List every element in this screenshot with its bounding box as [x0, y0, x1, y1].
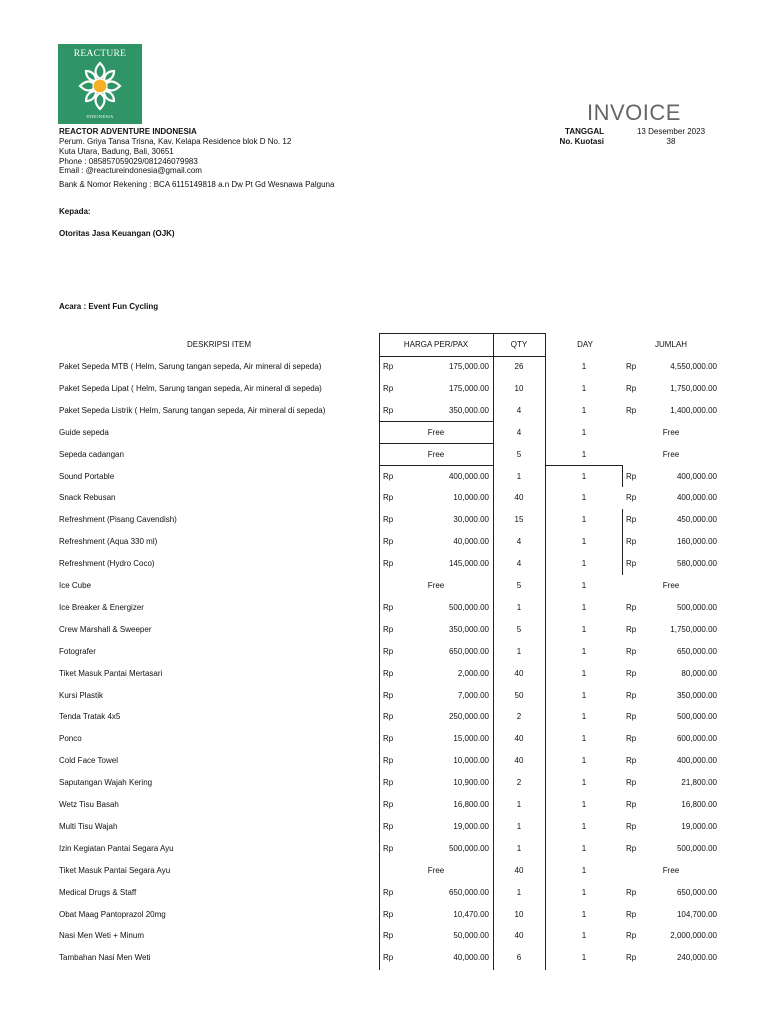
row-total: 500,000.00	[676, 712, 717, 721]
row-price: Free	[427, 581, 445, 590]
row-total-currency: Rp	[626, 931, 637, 940]
quote-label: No. Kuotasi	[559, 137, 604, 146]
row-total: 400,000.00	[676, 756, 717, 765]
company-bank: Bank & Nomor Rekening : BCA 6115149818 a.n Dw Pt Gd Wesnawa Palguna	[59, 180, 335, 189]
price-row-border	[379, 421, 493, 422]
row-description: Nasi Men Weti + Minum	[59, 931, 144, 940]
row-description: Ice Cube	[59, 581, 92, 590]
row-day: 1	[581, 515, 587, 524]
row-price-currency: Rp	[383, 844, 394, 853]
row-day: 1	[581, 778, 587, 787]
row-day: 1	[581, 800, 587, 809]
row-day: 1	[581, 669, 587, 678]
row-description: Sepeda cadangan	[59, 450, 124, 459]
row-total: Free	[662, 866, 680, 875]
row-price-currency: Rp	[383, 953, 394, 962]
row-total: 650,000.00	[676, 888, 717, 897]
row-total: 450,000.00	[676, 515, 717, 524]
row-price-currency: Rp	[383, 669, 394, 678]
row-description: Refreshment (Hydro Coco)	[59, 559, 155, 568]
row-price-currency: Rp	[383, 515, 394, 524]
row-qty: 1	[516, 800, 522, 809]
row-day: 1	[581, 953, 587, 962]
row-price: 350,000.00	[448, 406, 489, 415]
row-price: 500,000.00	[448, 844, 489, 853]
row-qty: 40	[514, 493, 524, 502]
row-price-currency: Rp	[383, 712, 394, 721]
row-description: Paket Sepeda Listrik ( Helm, Sarung tangan sepeda, Air mineral di sepeda)	[59, 406, 326, 415]
row-total-currency: Rp	[626, 800, 637, 809]
row-description: Izin Kegiatan Pantai Segara Ayu	[59, 844, 174, 853]
header-qty: QTY	[510, 340, 528, 349]
row-price-currency: Rp	[383, 537, 394, 546]
row-description: Paket Sepeda MTB ( Helm, Sarung tangan sepeda, Air mineral di sepeda)	[59, 362, 322, 371]
row-day: 1	[581, 734, 587, 743]
row-description: Ice Breaker & Energizer	[59, 603, 144, 612]
row-day: 1	[581, 844, 587, 853]
row-total: 80,000.00	[681, 669, 717, 678]
row-price-currency: Rp	[383, 625, 394, 634]
row-total: 400,000.00	[676, 493, 717, 502]
row-total-currency: Rp	[626, 559, 637, 568]
row-description: Refreshment (Pisang Cavendish)	[59, 515, 177, 524]
row-total: 2,000,000.00	[670, 931, 717, 940]
row-price-currency: Rp	[383, 800, 394, 809]
row-description: Tambahan Nasi Men Weti	[59, 953, 151, 962]
row-price-currency: Rp	[383, 910, 394, 919]
row-qty: 40	[514, 931, 524, 940]
row-day: 1	[581, 931, 587, 940]
row-total-currency: Rp	[626, 384, 637, 393]
row-day: 1	[581, 362, 587, 371]
row-description: Paket Sepeda Lipat ( Helm, Sarung tangan sepeda, Air mineral di sepeda)	[59, 384, 322, 393]
row-price: Free	[427, 866, 445, 875]
row-description: Multi Tisu Wajah	[59, 822, 118, 831]
row-total: 500,000.00	[676, 603, 717, 612]
row-day: 1	[581, 712, 587, 721]
row-price: 145,000.00	[448, 559, 489, 568]
row-qty: 4	[516, 537, 522, 546]
row-total: Free	[662, 450, 680, 459]
row-qty: 2	[516, 778, 522, 787]
row-price: 500,000.00	[448, 603, 489, 612]
row-total-currency: Rp	[626, 778, 637, 787]
row-total-currency: Rp	[626, 493, 637, 502]
company-address-2: Kuta Utara, Badung, Bali, 30651	[59, 147, 174, 156]
row-day: 1	[581, 581, 587, 590]
row-price-currency: Rp	[383, 778, 394, 787]
row-price-currency: Rp	[383, 734, 394, 743]
row-price-currency: Rp	[383, 931, 394, 940]
row-total: 104,700.00	[676, 910, 717, 919]
row-total-currency: Rp	[626, 515, 637, 524]
row-price: 650,000.00	[448, 647, 489, 656]
row-description: Crew Marshall & Sweeper	[59, 625, 152, 634]
row-qty: 1	[516, 844, 522, 853]
row-qty: 1	[516, 822, 522, 831]
row-price: 10,000.00	[453, 493, 489, 502]
row-description: Tenda Tratak 4x5	[59, 712, 121, 721]
header-total: JUMLAH	[654, 340, 687, 349]
row-day: 1	[581, 603, 587, 612]
row-description: Obat Maag Pantoprazol 20mg	[59, 910, 166, 919]
row-total: 350,000.00	[676, 691, 717, 700]
row-description: Cold Face Towel	[59, 756, 118, 765]
quote-value: 38	[666, 137, 676, 146]
header-day: DAY	[577, 340, 593, 349]
row-total: 650,000.00	[676, 647, 717, 656]
row-total-currency: Rp	[626, 734, 637, 743]
row-total: 1,750,000.00	[670, 625, 717, 634]
row-qty: 2	[516, 712, 522, 721]
company-name: REACTOR ADVENTURE INDONESIA	[59, 127, 197, 136]
row-total: 160,000.00	[676, 537, 717, 546]
row-price: 400,000.00	[448, 472, 489, 481]
row-qty: 1	[516, 603, 522, 612]
row-price-currency: Rp	[383, 756, 394, 765]
company-email: Email : @reactureindonesia@gmail.com	[59, 166, 202, 175]
row-total: 400,000.00	[676, 472, 717, 481]
row-qty: 1	[516, 888, 522, 897]
row-price: 30,000.00	[453, 515, 489, 524]
row-day: 1	[581, 625, 587, 634]
row-description: Refreshment (Aqua 330 ml)	[59, 537, 158, 546]
row-price: Free	[427, 450, 445, 459]
price-row-border	[379, 443, 493, 444]
row-price-currency: Rp	[383, 493, 394, 502]
row-qty: 4	[516, 428, 522, 437]
row-total: 600,000.00	[676, 734, 717, 743]
row-total: 21,800.00	[681, 778, 717, 787]
row-day: 1	[581, 450, 587, 459]
row-total-currency: Rp	[626, 472, 637, 481]
row-price: 7,000.00	[457, 691, 489, 700]
row-price: 50,000.00	[453, 931, 489, 940]
row-price-currency: Rp	[383, 559, 394, 568]
row-description: Sound Portable	[59, 472, 115, 481]
row-total-currency: Rp	[626, 910, 637, 919]
row-total-currency: Rp	[626, 537, 637, 546]
row-price: 40,000.00	[453, 953, 489, 962]
company-address-1: Perum. Griya Tansa Trisna, Kav. Kelapa Residence blok D No. 12	[59, 137, 292, 146]
row-total-currency: Rp	[626, 822, 637, 831]
invoice-title: INVOICE	[587, 100, 681, 125]
row-day: 1	[581, 559, 587, 568]
row-price-currency: Rp	[383, 362, 394, 371]
row-day: 1	[581, 472, 587, 481]
row-price-currency: Rp	[383, 888, 394, 897]
row-day: 1	[581, 888, 587, 897]
row-price: 15,000.00	[453, 734, 489, 743]
row-total-currency: Rp	[626, 691, 637, 700]
row-total: 19,000.00	[681, 822, 717, 831]
row-description: Snack Rebusan	[59, 493, 116, 502]
row-price: Free	[427, 428, 445, 437]
row-day: 1	[581, 822, 587, 831]
row-total: 240,000.00	[676, 953, 717, 962]
row-price-currency: Rp	[383, 691, 394, 700]
row-total: 580,000.00	[676, 559, 717, 568]
row-qty: 1	[516, 647, 522, 656]
row-qty: 10	[514, 910, 524, 919]
row-price-currency: Rp	[383, 384, 394, 393]
row-qty: 40	[514, 669, 524, 678]
row-description: Tiket Masuk Pantai Mertasari	[59, 669, 163, 678]
row-total: 500,000.00	[676, 844, 717, 853]
row-day: 1	[581, 493, 587, 502]
row-total-currency: Rp	[626, 712, 637, 721]
row-price: 2,000.00	[457, 669, 489, 678]
row-qty: 26	[514, 362, 524, 371]
row-day: 1	[581, 647, 587, 656]
header-description: DESKRIPSI ITEM	[186, 340, 251, 349]
row-price-currency: Rp	[383, 406, 394, 415]
row-description: Fotografer	[59, 647, 96, 656]
row-price: 10,000.00	[453, 756, 489, 765]
row-total-currency: Rp	[626, 756, 637, 765]
row-description: Medical Drugs & Staff	[59, 888, 137, 897]
date-label: TANGGAL	[565, 127, 604, 136]
row-qty: 5	[516, 625, 522, 634]
row-total-currency: Rp	[626, 844, 637, 853]
recipient-name: Otoritas Jasa Keuangan (OJK)	[59, 229, 175, 238]
row-day: 1	[581, 691, 587, 700]
row-price: 10,900.00	[453, 778, 489, 787]
company-phone: Phone : 085857059029/081246079983	[59, 157, 198, 166]
row-total: 4,550,000.00	[670, 362, 717, 371]
row-total-currency: Rp	[626, 647, 637, 656]
row-price: 175,000.00	[448, 384, 489, 393]
row-price: 650,000.00	[448, 888, 489, 897]
row-price-currency: Rp	[383, 822, 394, 831]
row-description: Tiket Masuk Pantai Segara Ayu	[59, 866, 171, 875]
row-total-currency: Rp	[626, 888, 637, 897]
row-price: 250,000.00	[448, 712, 489, 721]
row-price: 350,000.00	[448, 625, 489, 634]
row-price: 16,800.00	[453, 800, 489, 809]
row-price: 40,000.00	[453, 537, 489, 546]
row-price: 19,000.00	[453, 822, 489, 831]
header-top-border	[379, 333, 545, 334]
header-price: HARGA PER/PAX	[403, 340, 469, 349]
row-qty: 40	[514, 734, 524, 743]
row-total: Free	[662, 428, 680, 437]
row-description: Guide sepeda	[59, 428, 109, 437]
row-description: Ponco	[59, 734, 82, 743]
row-qty: 4	[516, 406, 522, 415]
row-qty: 40	[514, 866, 524, 875]
day-row-border	[545, 465, 622, 466]
row-description: Saputangan Wajah Kering	[59, 778, 153, 787]
row-qty: 4	[516, 559, 522, 568]
row-total-currency: Rp	[626, 953, 637, 962]
row-total: 1,400,000.00	[670, 406, 717, 415]
row-description: Kursi Plastik	[59, 691, 104, 700]
logo-bottom-text: INDONESIA	[86, 114, 114, 119]
row-qty: 6	[516, 953, 522, 962]
row-price-currency: Rp	[383, 472, 394, 481]
row-price: 10,470.00	[453, 910, 489, 919]
row-total-currency: Rp	[626, 362, 637, 371]
date-value: 13 Desember 2023	[636, 127, 706, 136]
row-day: 1	[581, 406, 587, 415]
row-price-currency: Rp	[383, 647, 394, 656]
row-day: 1	[581, 428, 587, 437]
row-total-currency: Rp	[626, 603, 637, 612]
row-total: Free	[662, 581, 680, 590]
row-total-currency: Rp	[626, 669, 637, 678]
row-price: 175,000.00	[448, 362, 489, 371]
row-description: Wetz Tisu Basah	[59, 800, 119, 809]
row-price-currency: Rp	[383, 603, 394, 612]
event-name: Acara : Event Fun Cycling	[59, 302, 159, 311]
logo-top-text: REACTURE	[73, 49, 127, 59]
row-qty: 40	[514, 756, 524, 765]
row-day: 1	[581, 910, 587, 919]
row-total-currency: Rp	[626, 625, 637, 634]
row-qty: 10	[514, 384, 524, 393]
to-label: Kepada:	[59, 207, 91, 216]
row-qty: 5	[516, 450, 522, 459]
row-qty: 5	[516, 581, 522, 590]
row-total-currency: Rp	[626, 406, 637, 415]
header-bottom-border	[379, 356, 545, 357]
row-day: 1	[581, 537, 587, 546]
row-qty: 1	[516, 472, 522, 481]
row-day: 1	[581, 384, 587, 393]
row-qty: 15	[514, 515, 524, 524]
row-total: 16,800.00	[681, 800, 717, 809]
row-day: 1	[581, 756, 587, 765]
row-day: 1	[581, 866, 587, 875]
row-total: 1,750,000.00	[670, 384, 717, 393]
price-row-border	[379, 465, 493, 466]
row-qty: 50	[514, 691, 524, 700]
